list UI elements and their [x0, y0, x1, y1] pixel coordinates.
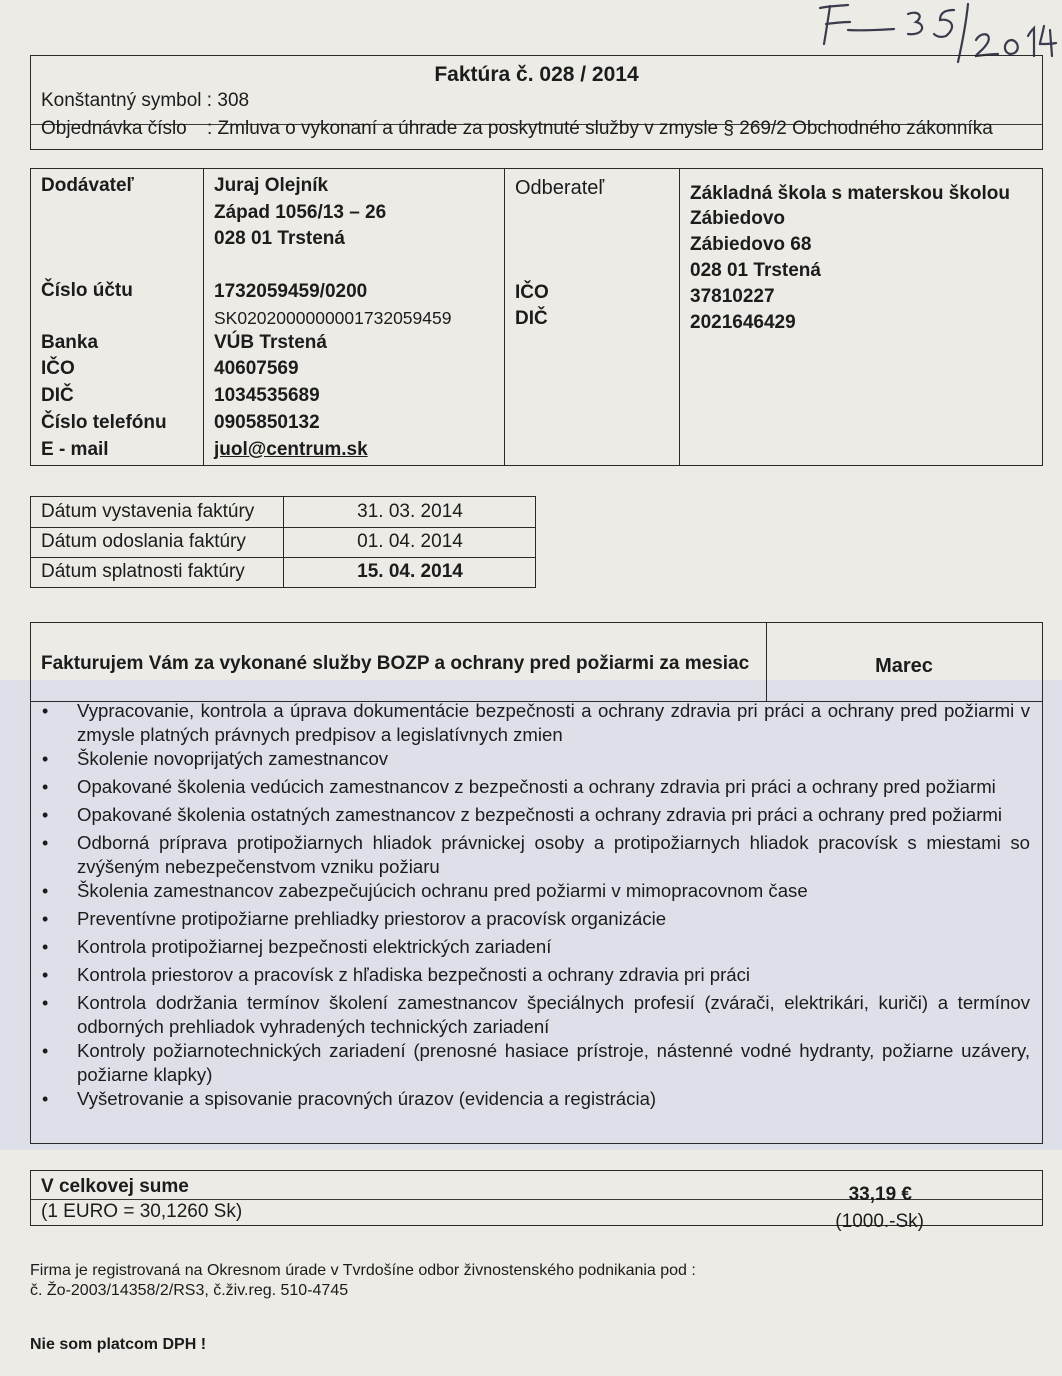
list-item [31, 935, 1042, 963]
service-text: Odborná príprava protipožiarnych hliadok právnickej osoby a protipožiarnych hliadok pracovísk s miestami so zvýšeným nebezpečenstvom vzniku požiaru [77, 832, 1030, 877]
list-item [31, 775, 1042, 803]
vat-note: Nie som platcom DPH ! [30, 1336, 207, 1353]
total-box [30, 1170, 1043, 1232]
list-item [31, 747, 1042, 775]
list-item [31, 803, 1042, 831]
supplier-ico: 40607569 [214, 358, 299, 379]
service-text: Kontrola protipožiarnej bezpečnosti elektrických zariadení [77, 936, 552, 957]
supplier-label: Dodávateľ [41, 175, 134, 196]
supplier-city: 028 01 Trstená [214, 228, 345, 249]
service-text: Školenie novoprijatých zamestnancov [77, 748, 389, 769]
registration-line-2: č. Žo-2003/14358/2/RS3, č.živ.reg. 510-4745 [30, 1282, 349, 1299]
list-item [31, 831, 1042, 879]
divider [504, 169, 505, 465]
bullet-icon: • [42, 777, 49, 797]
invoice-header [30, 55, 1043, 150]
service-text: Kontrola priestorov a pracovísk z hľadiska bezpečnosti a ochrany zdravia pri práci [77, 964, 751, 985]
divider [679, 169, 680, 465]
service-text: Školenia zamestnancov zabezpečujúcich ochranu pred požiarmi v mimopracovnom čase [77, 880, 808, 901]
account-label: Číslo účtu [41, 280, 133, 301]
date-row-sent [31, 527, 535, 557]
bullet-icon: • [42, 1089, 49, 1109]
order-value: : Zmluva o vykonaní a úhrade za poskytnuté služby v zmysle § 269/2 Obchodného zákonníka [207, 118, 993, 139]
bullet-icon: • [42, 993, 49, 1013]
services-header [31, 623, 1042, 702]
account-number: 1732059459/0200 [214, 281, 368, 302]
bullet-icon: • [42, 805, 49, 825]
bullet-icon: • [42, 965, 49, 985]
list-item [31, 1039, 1042, 1087]
invoice-title: Faktúra č. 028 / 2014 [434, 63, 639, 86]
list-item [31, 879, 1042, 907]
date-row-due [31, 557, 535, 587]
date-label: Dátum odoslania faktúry [41, 531, 246, 552]
parties-box [30, 168, 1043, 466]
supplier-dic: 1034535689 [214, 385, 320, 406]
constant-symbol [41, 90, 249, 112]
list-item [31, 1087, 1042, 1115]
divider [203, 169, 204, 465]
constant-symbol-value: 308 [217, 90, 250, 111]
email-label: E - mail [41, 439, 109, 460]
service-text: Vyšetrovanie a spisovanie pracovných úrazov (evidencia a registrácia) [77, 1088, 657, 1109]
bullet-icon: • [42, 881, 49, 901]
customer-ico: 37810227 [690, 286, 775, 307]
list-item [31, 963, 1042, 991]
customer-street: Zábiedovo 68 [690, 234, 812, 255]
total-label: V celkovej sume [41, 1176, 189, 1197]
supplier-ico-label: IČO [41, 358, 75, 379]
bullet-icon: • [42, 749, 49, 769]
customer-dic: 2021646429 [690, 312, 796, 333]
bank-name: VÚB Trstená [214, 332, 327, 353]
customer-name: Základná škola s materskou školou [690, 183, 1010, 204]
service-text: Opakované školenia vedúcich zamestnancov z bezpečnosti a ochrany zdravia pri práci a ochrany pred požiarmi [77, 776, 996, 797]
date-value-due: 15. 04. 2014 [357, 561, 463, 582]
billing-month: Marec [875, 655, 933, 677]
customer-city: 028 01 Trstená [690, 260, 821, 281]
dates-table [30, 496, 536, 588]
services-list [31, 699, 1042, 1115]
bullet-icon: • [42, 937, 49, 957]
date-label: Dátum splatnosti faktúry [41, 561, 245, 582]
service-text: Kontroly požiarnotechnických zariadení (prenosné hasiace prístroje, nástenné vodné hydranty, požiarne uzávery, požiarne klapky) [77, 1040, 1030, 1085]
service-text: Kontrola dodržania termínov školení zamestnancov špeciálnych profesií (zvárači, elektrikári, kuriči) a termínov odborných prehliadok vyhradených technických zariadení [77, 992, 1030, 1037]
date-value: 01. 04. 2014 [357, 531, 463, 552]
services-heading: Fakturujem Vám za vykonané služby BOZP a ochrany pred požiarmi za mesiac [41, 653, 750, 674]
supplier-street: Západ 1056/13 – 26 [214, 202, 387, 223]
date-label: Dátum vystavenia faktúry [41, 501, 255, 522]
phone-number: 0905850132 [214, 412, 320, 433]
email-link[interactable]: juol@centrum.sk [214, 439, 368, 460]
bank-label: Banka [41, 332, 99, 353]
bullet-icon: • [42, 1041, 49, 1061]
supplier-dic-label: DIČ [41, 385, 74, 406]
date-row-issued [31, 497, 535, 527]
customer-ico-label: IČO [515, 282, 549, 303]
total-amount: 33,19 € [848, 1184, 912, 1205]
bullet-icon: • [42, 833, 49, 853]
phone-label: Číslo telefónu [41, 412, 167, 433]
list-item [31, 907, 1042, 935]
services-box [30, 622, 1043, 1144]
service-text: Opakované školenia ostatných zamestnancov z bezpečnosti a ochrany zdravia pri práci a ochrany pred požiarmi [77, 804, 1003, 825]
list-item [31, 991, 1042, 1039]
order-line [41, 118, 993, 140]
customer-line2: Zábiedovo [690, 208, 786, 229]
total-amount-sk: (1000.-Sk) [835, 1211, 924, 1232]
bullet-icon: • [42, 701, 49, 721]
order-label: Objednávka číslo [41, 118, 187, 139]
constant-symbol-label: Konštantný symbol : [41, 90, 213, 111]
service-text: Vypracovanie, kontrola a úprava dokumentácie bezpečnosti a ochrany zdravia pri práci a ochrany pred požiarmi v zmysle platných právnych predpisov a legislatívnych zmien [77, 700, 1030, 745]
iban: SK0202000000001732059459 [214, 308, 452, 328]
customer-label: Odberateľ [515, 177, 605, 199]
customer-dic-label: DIČ [515, 308, 548, 329]
exchange-rate: (1 EURO = 30,1260 Sk) [41, 1201, 243, 1222]
registration-line-1: Firma je registrovaná na Okresnom úrade v Tvrdošíne odbor živnostenského podnikania pod : [30, 1262, 696, 1279]
list-item [31, 699, 1042, 747]
bullet-icon: • [42, 909, 49, 929]
date-value: 31. 03. 2014 [357, 501, 463, 522]
supplier-name: Juraj Olejník [214, 175, 329, 196]
service-text: Preventívne protipožiarne prehliadky priestorov a pracovísk organizácie [77, 908, 667, 929]
